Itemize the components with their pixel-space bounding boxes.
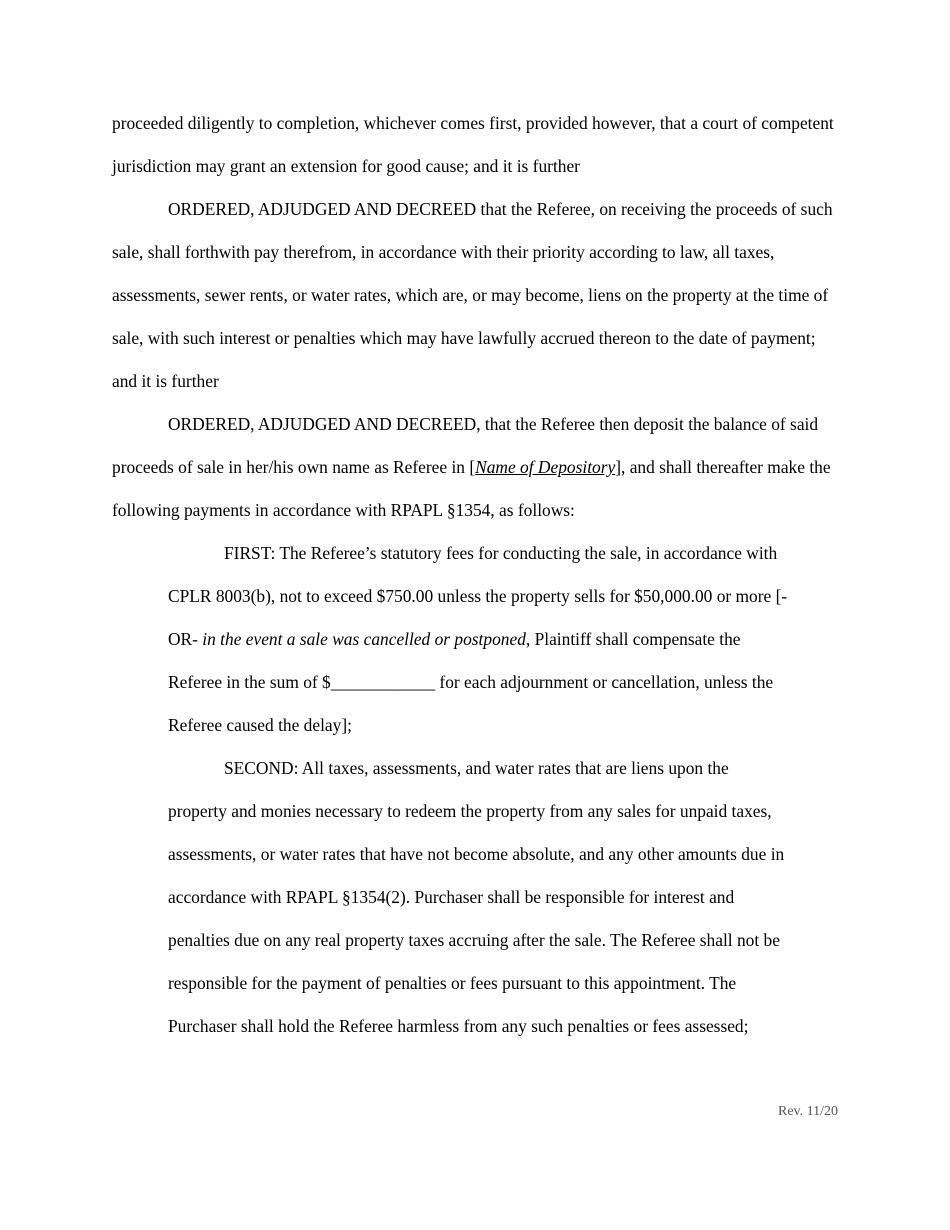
payment-second: SECOND: All taxes, assessments, and water rates that are liens upon the property and monies necessary to redeem the property from any sales for unpaid taxes, assessments, or water rates that have not become absolute, and any other amounts due in accordance with RPAPL §1354(2). Purchaser shall be responsible for interest and penalties due on any real property taxes accruing after the sale. The Referee shall not be responsible for the payment of penalties or fees pursuant to this appointment. The Purchaser shall hold the Referee harmless from any such penalties or fees assessed; <box>168 758 785 1036</box>
deposit-text-after: ], and shall thereafter make the following payments in accordance with RPAPL §1354, as follows: <box>112 457 831 520</box>
revision-footer: Rev. 11/20 <box>777 1104 838 1119</box>
deposit-text-before: ORDERED, ADJUDGED AND DECREED, that the Referee then deposit the balance of said proceeds of sale in her/his own name as Referee in [ <box>112 414 819 477</box>
paragraph-ordered-deposit <box>112 403 842 532</box>
payment-first <box>168 532 788 747</box>
depository-placeholder: Name of Depository <box>475 457 616 477</box>
first-text-before: FIRST: The Referee’s statutory fees for conducting the sale, in accordance with CPLR 8003(b), not to exceed $750.00 unless the property sells for $50,000.00 or more [-OR- <box>168 543 788 649</box>
document-body <box>112 102 842 1048</box>
first-text-after: , Plaintiff shall compensate the Referee in the sum of $____________ for each adjournment or cancellation, unless the Referee caused the delay]; <box>168 629 774 735</box>
paragraph-ordered-pay-taxes: ORDERED, ADJUDGED AND DECREED that the Referee, on receiving the proceeds of such sale, shall forthwith pay therefrom, in accordance with their priority according to law, all taxes, assessments, sewer rents, or water rates, which are, or may become, liens on the property at the time of sale, with such interest or penalties which may have lawfully accrued thereon to the date of payment; and it is further <box>112 199 833 391</box>
payments-list <box>168 532 788 1048</box>
first-text-italic: in the event a sale was cancelled or postponed <box>197 629 526 649</box>
paragraph-continuation: proceeded diligently to completion, whichever comes first, provided however, that a court of competent jurisdiction may grant an extension for good cause; and it is further <box>112 113 834 176</box>
